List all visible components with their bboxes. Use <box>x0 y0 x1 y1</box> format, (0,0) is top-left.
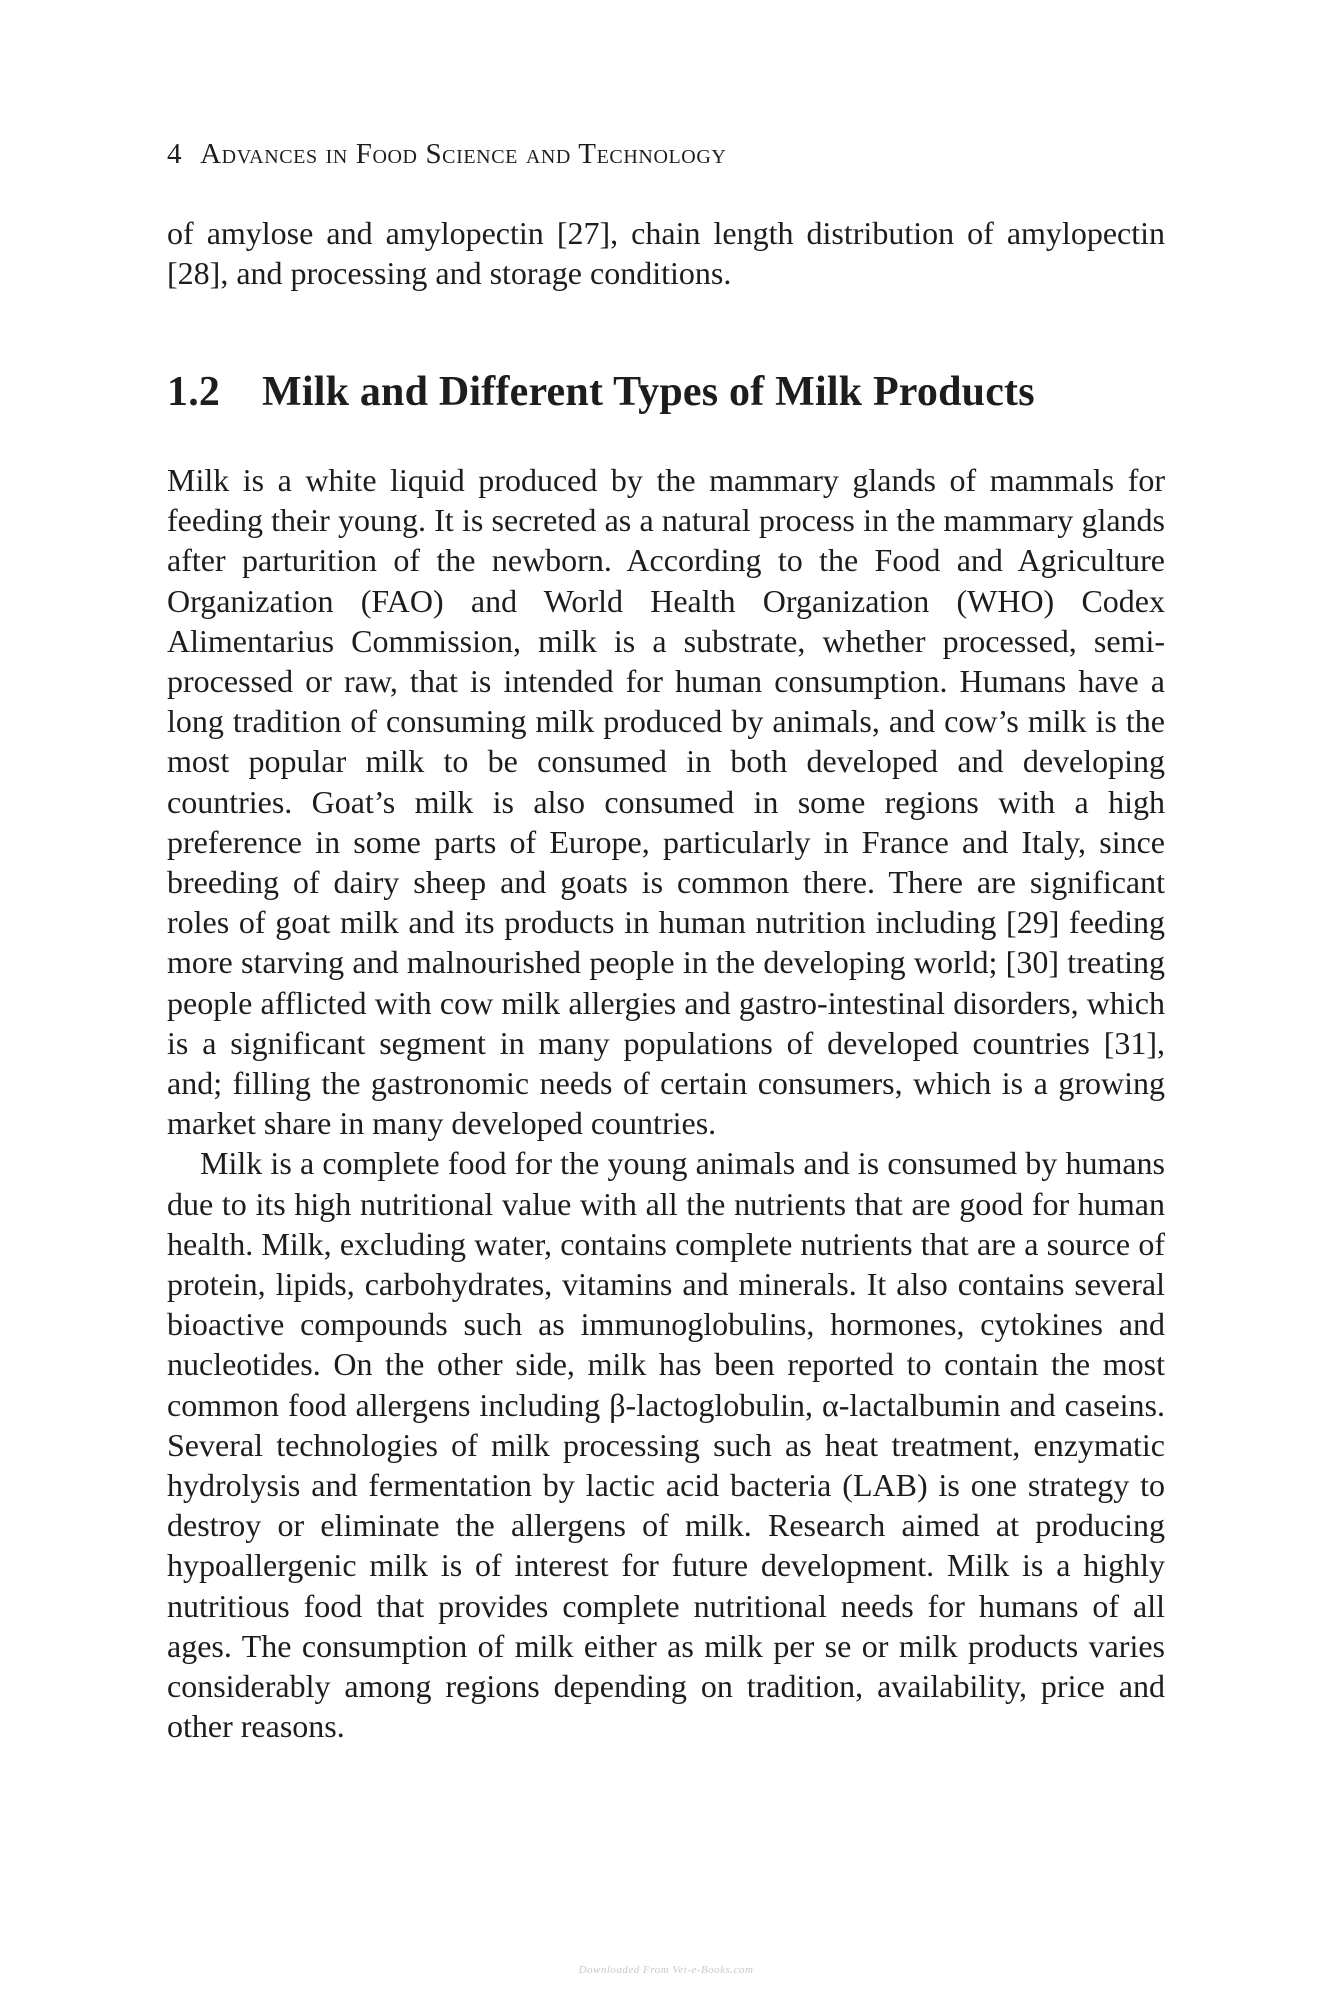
section-title: Milk and Different Types of Milk Products <box>262 369 1035 415</box>
page-number: 4 <box>167 138 183 170</box>
body-paragraph-2: Milk is a complete food for the young animals and is consumed by humans due to its high nutritional value with all the nutrients that are good for human health. Milk, excluding water, contains complete nutrients that are a source of protein, lipids, carbohydrates, vitamins and minerals. It also contains several bioactive compounds such as immunoglobulins, hormones, cytokines and nucleotides. On the other side, milk has been reported to contain the most common food allergens including β-lactoglobulin, α-lactalbumin and caseins. Several technologies of milk processing such as heat treatment, enzymatic hydrolysis and fermentation by lactic acid bacteria (LAB) is one strategy to destroy or eliminate the allergens of milk. Research aimed at producing hypoallergenic milk is of interest for future development. Milk is a highly nutritious food that provides complete nutritional needs for humans of all ages. The consumption of milk either as milk per se or milk products varies considerably among regions depending on tradition, availability, price and other reasons. <box>167 1145 1165 1745</box>
section-body <box>167 460 1165 1747</box>
body-paragraph-1: Milk is a white liquid produced by the mammary glands of mammals for feeding their young. It is secreted as a natural process in the mammary glands after parturition of the newborn. According to the Food and Agriculture Organization (FAO) and World Health Organization (WHO) Codex Alimentarius Commission, milk is a substrate, whether processed, semi-processed or raw, that is intended for human consumption. Humans have a long tradition of consuming milk produced by animals, and cow’s milk is the most popular milk to be consumed in both developed and developing countries. Goat’s milk is also consumed in some regions with a high preference in some parts of Europe, particularly in France and Italy, since breeding of dairy sheep and goats is common there. There are significant roles of goat milk and its products in human nutrition including [29] feeding more starving and malnourished people in the developing world; [30] treating people afflicted with cow milk allergies and gastro-intestinal disorders, which is a significant segment in many populations of developed countries [31], and; filling the gastronomic needs of certain consumers, which is a growing market share in many developed countries. <box>167 462 1165 1142</box>
running-head <box>167 138 726 171</box>
section-number: 1.2 <box>167 369 221 415</box>
section-heading <box>167 368 1035 416</box>
continuation-paragraph: of amylose and amylopectin [27], chain length distribution of amylopectin [28], and processing and storage conditions. <box>167 215 1165 292</box>
book-title: Advances in Food Science and Technology <box>200 138 727 170</box>
download-watermark: Downloaded From Vet-e-Books.com <box>578 1964 754 1976</box>
